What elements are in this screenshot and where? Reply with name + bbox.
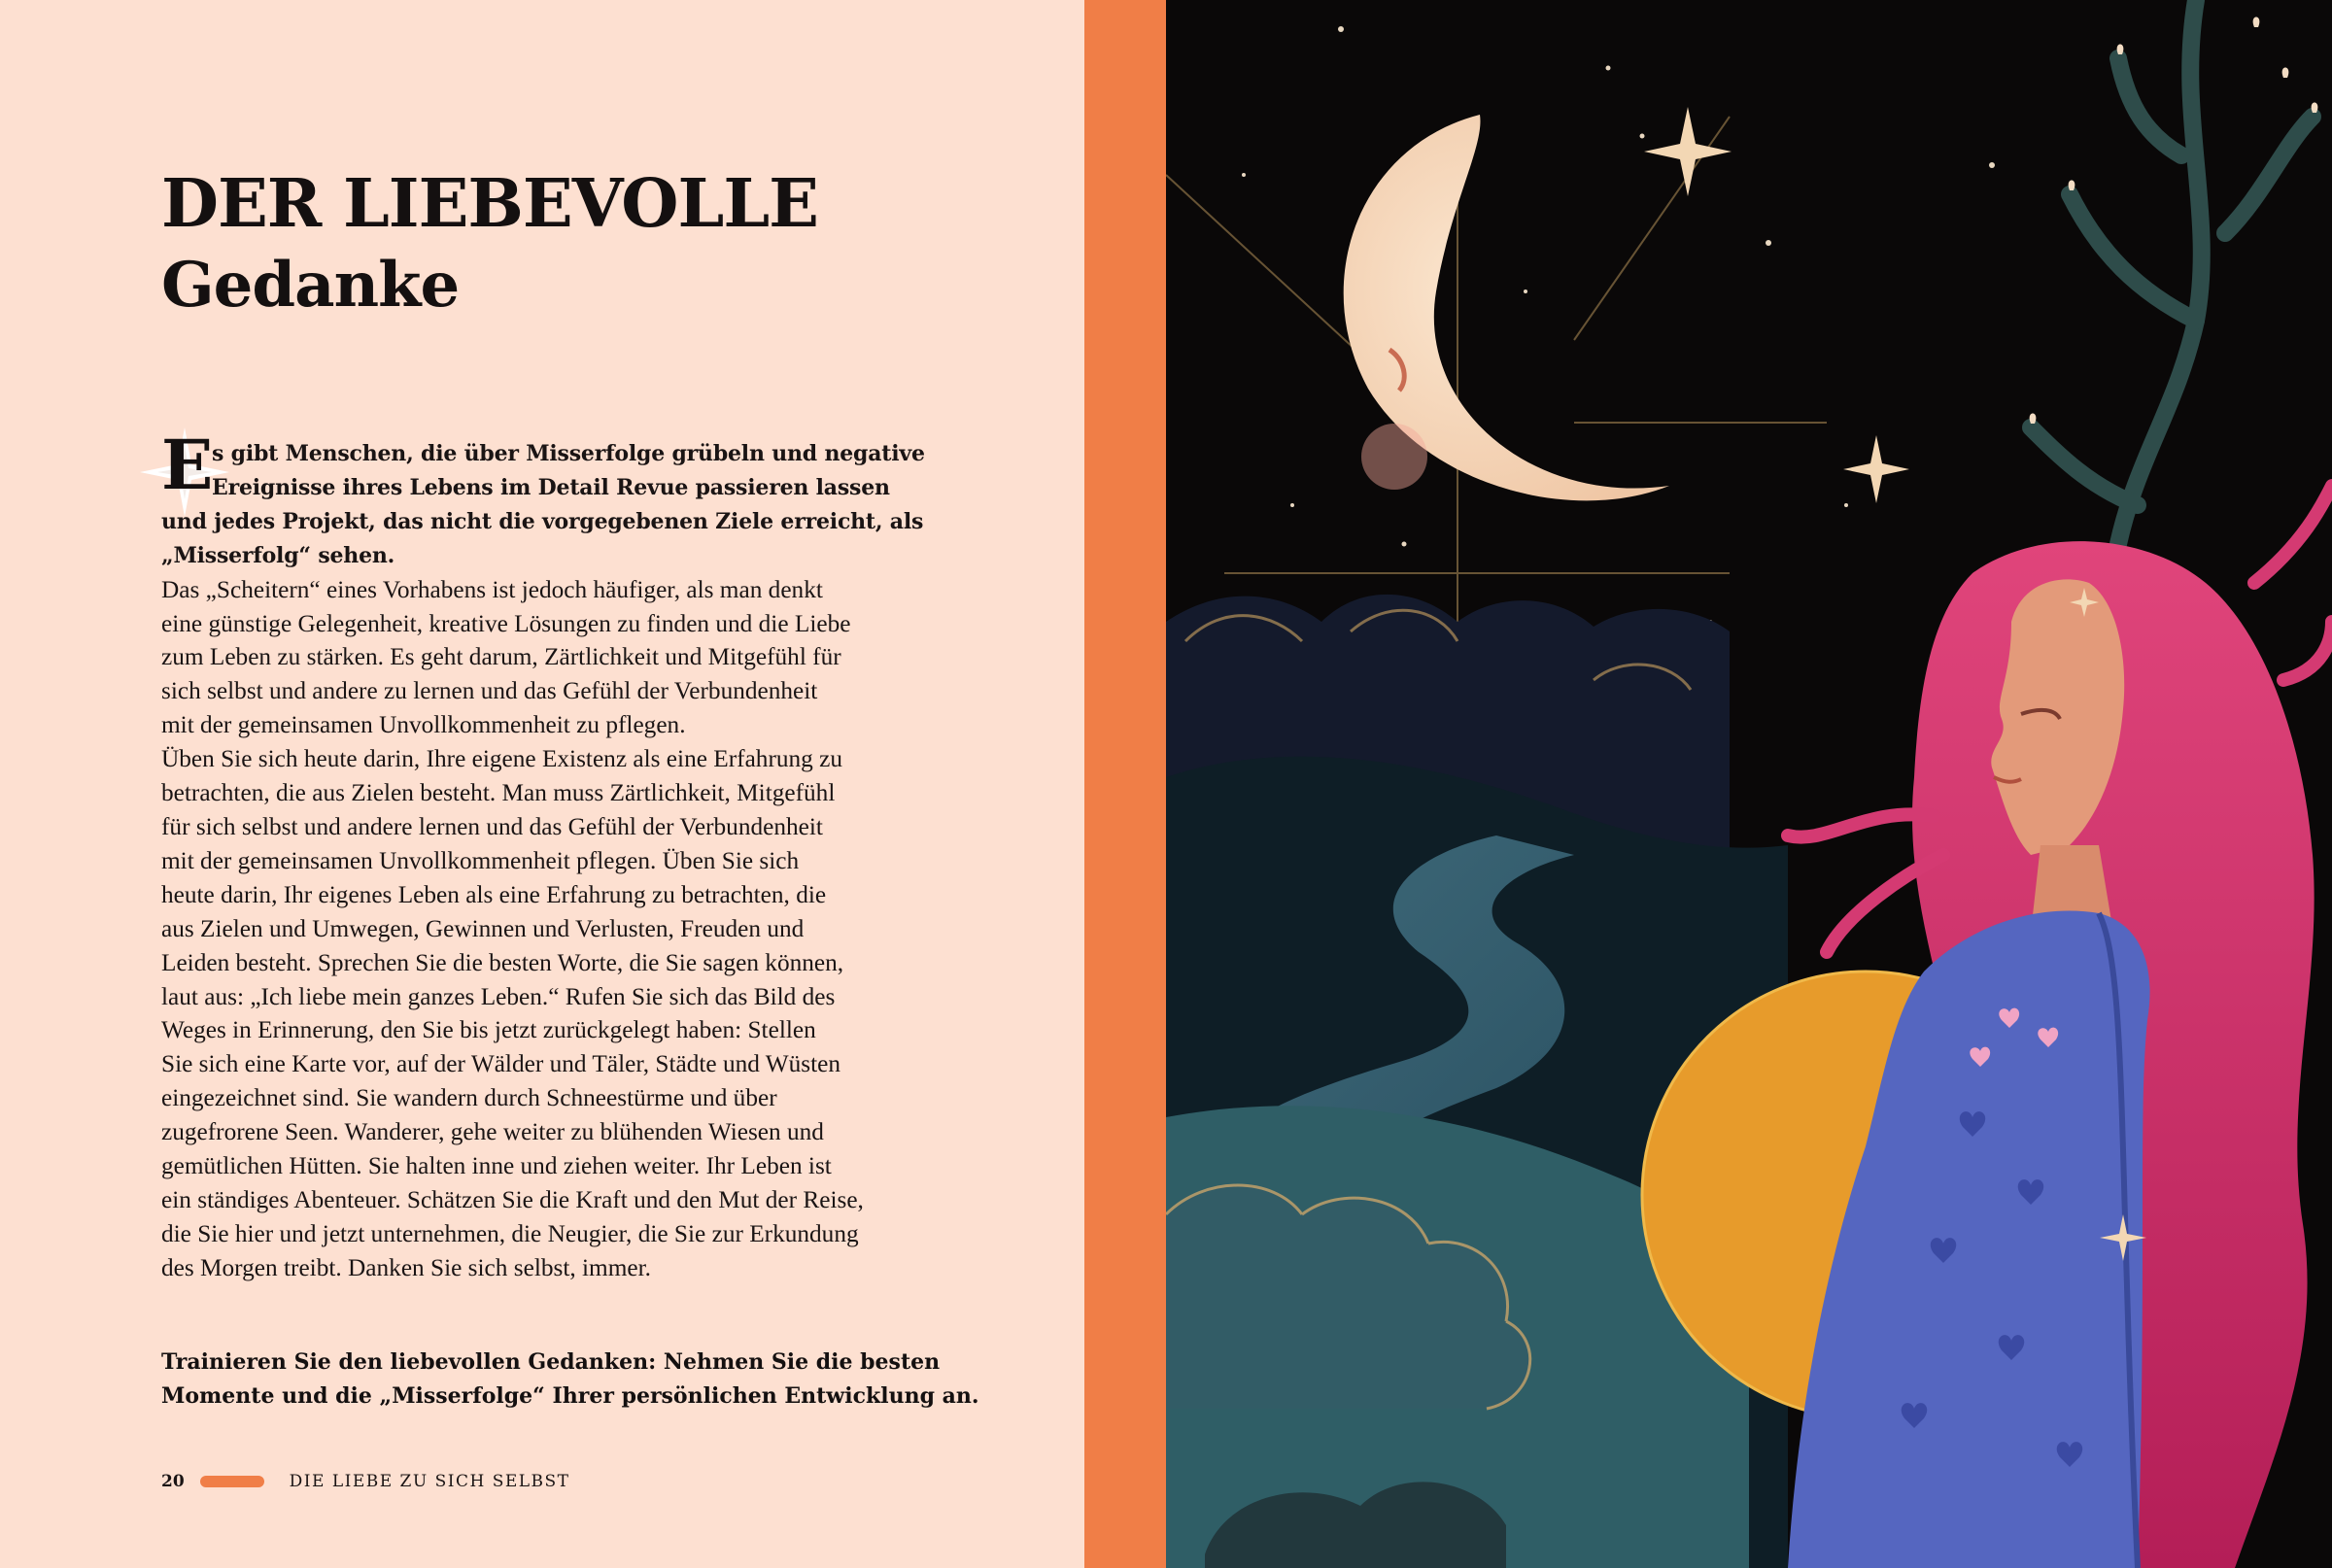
- body-line: Das „Scheitern“ eines Vorhabens ist jedoch häufiger, als man denkt: [161, 575, 823, 603]
- closing-line: Momente und die „Misserfolge“ Ihrer persönlichen Entwicklung an.: [161, 1383, 979, 1409]
- body-line: mit der gemeinsamen Unvollkommenheit zu pflegen.: [161, 711, 686, 739]
- body-line: des Morgen treibt. Danken Sie sich selbst, immer.: [161, 1253, 651, 1281]
- body-line: aus Zielen und Umwegen, Gewinnen und Verlusten, Freuden und: [161, 914, 805, 942]
- body-line: eine günstige Gelegenheit, kreative Lösungen zu finden und die Liebe: [161, 609, 851, 637]
- body-line: ein ständiges Abenteuer. Schätzen Sie die Kraft und den Mut der Reise,: [161, 1185, 864, 1213]
- body-line: die Sie hier und jetzt unternehmen, die Neugier, die Sie zur Erkundung: [161, 1219, 859, 1247]
- orange-gutter-band: [1084, 0, 1166, 1568]
- body-line: mit der gemeinsamen Unvollkommenheit pflegen. Üben Sie sich: [161, 846, 800, 874]
- body-line: Üben Sie sich heute darin, Ihre eigene Existenz als eine Erfahrung zu: [161, 745, 843, 773]
- night-sky-illustration: [1166, 0, 2332, 1568]
- title-line-2: Gedanke: [161, 249, 460, 322]
- lede-line: „Misserfolg“ sehen.: [161, 542, 395, 568]
- body-line: für sich selbst und andere lernen und das Gefühl der Verbundenheit: [161, 812, 823, 840]
- page-footer: [161, 1469, 570, 1494]
- body-line: gemütlichen Hütten. Sie halten inne und ziehen weiter. Ihr Leben ist: [161, 1152, 832, 1180]
- closing-exercise: [161, 1346, 997, 1414]
- body-line: eingezeichnet sind. Sie wandern durch Schneestürme und über: [161, 1084, 777, 1112]
- lede-line: und jedes Projekt, das nicht die vorgegebenen Ziele erreicht, als: [161, 508, 924, 534]
- running-section-title: DIE LIEBE ZU SICH SELBST: [289, 1472, 570, 1491]
- article-body: [161, 437, 977, 1285]
- body-line: Leiden besteht. Sprechen Sie die besten Worte, die Sie sagen können,: [161, 948, 844, 976]
- body-line: zum Leben zu stärken. Es geht darum, Zärtlichkeit und Mitgefühl für: [161, 643, 841, 671]
- title-line-1: DER LIEBEVOLLE: [161, 165, 818, 243]
- body-line: Weges in Erinnerung, den Sie bis jetzt zurückgelegt haben: Stellen: [161, 1016, 816, 1044]
- body-line: heute darin, Ihr eigenes Leben als eine Erfahrung zu betrachten, die: [161, 880, 827, 908]
- body-line: zugefrorene Seen. Wanderer, gehe weiter zu blühenden Wiesen und: [161, 1118, 824, 1146]
- body-line: sich selbst und andere zu lernen und das Gefühl der Verbundenheit: [161, 677, 818, 705]
- page-title: [161, 163, 818, 326]
- drop-cap: E: [161, 425, 214, 505]
- lede-line: s gibt Menschen, die über Misserfolge grübeln und negative: [212, 441, 925, 466]
- illustration-panel: [1166, 0, 2332, 1568]
- closing-line: Trainieren Sie den liebevollen Gedanken: Nehmen Sie die besten: [161, 1349, 941, 1375]
- body-line: Sie sich eine Karte vor, auf der Wälder und Täler, Städte und Wüsten: [161, 1050, 841, 1078]
- footer-accent-bar: [200, 1476, 264, 1487]
- body-line: betrachten, die aus Zielen besteht. Man muss Zärtlichkeit, Mitgefühl: [161, 779, 836, 807]
- page-number: 20: [161, 1472, 185, 1491]
- body-line: laut aus: „Ich liebe mein ganzes Leben.“ Rufen Sie sich das Bild des: [161, 982, 836, 1010]
- lede-line: Ereignisse ihres Lebens im Detail Revue passieren lassen: [212, 474, 890, 500]
